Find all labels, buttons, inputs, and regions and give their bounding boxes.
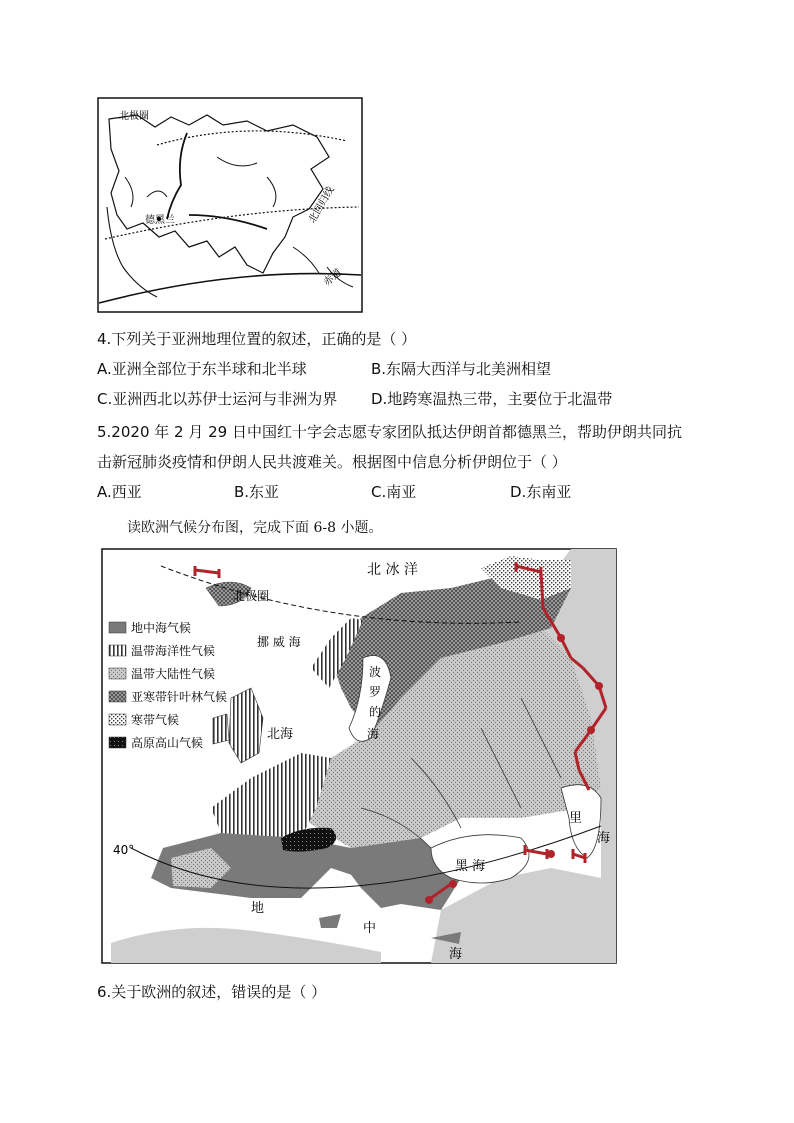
q5-option-b: B.东亚 — [234, 483, 280, 501]
q5-option-c: C.南亚 — [371, 483, 417, 501]
legend-label-alp: 高原高山气候 — [131, 736, 204, 750]
q5-stem-line1: 5.2020 年 2 月 29 日中国红十字会志愿专家团队抵达伊朗首都德黑兰，帮助伊朗共同抗 — [97, 423, 682, 441]
legend-label-med: 地中海气候 — [131, 621, 192, 635]
baltic-label-4: 海 — [367, 727, 380, 741]
intro-text: 读欧洲气候分布图，完成下面 6-8 小题。 — [127, 520, 383, 536]
q5-option-a: A.西亚 — [97, 483, 142, 501]
q4-option-b: B.东隔大西洋与北美洲相望 — [371, 360, 552, 378]
baltic-label-3: 的 — [369, 705, 382, 719]
baltic-label-2: 罗 — [369, 685, 382, 699]
north-pole-label: 北极圈 — [119, 111, 149, 122]
baltic-label-1: 波 — [369, 665, 382, 679]
europe-climate-map — [101, 548, 617, 964]
legend-label-sub: 亚寒带针叶林气候 — [131, 690, 228, 704]
med-label-3: 海 — [449, 947, 463, 962]
arctic-ocean-label: 北 冰 洋 — [367, 562, 418, 578]
caspian-label-1: 里 — [569, 811, 583, 826]
tropic-label: 北回归线 — [307, 185, 337, 226]
legend-label-cont: 温带大陆性气候 — [131, 667, 216, 681]
q4-stem: 4.下列关于亚洲地理位置的叙述，正确的是（ ） — [97, 330, 417, 348]
q4-option-a: A.亚洲全部位于东半球和北半球 — [97, 360, 307, 378]
lat40-label: 40° — [113, 843, 135, 857]
black-sea-label: 黑 海 — [455, 859, 486, 874]
q5-option-d: D.东南亚 — [510, 483, 572, 501]
legend-label-ocean: 温带海洋性气候 — [131, 644, 216, 658]
med-label-2: 中 — [363, 921, 377, 936]
legend-label-polar: 寒带气候 — [131, 713, 180, 727]
asia-map — [97, 97, 363, 313]
norwegian-sea-label: 挪 威 海 — [257, 635, 301, 649]
equator-label: 赤道 — [321, 267, 345, 289]
med-label-1: 地 — [251, 901, 265, 916]
arctic-circle-label: 北极圈 — [233, 589, 270, 603]
q6-stem: 6.关于欧洲的叙述，错误的是（ ） — [97, 983, 327, 1001]
q4-option-d: D.地跨寒温热三带，主要位于北温带 — [371, 390, 613, 408]
caspian-label-2: 海 — [597, 831, 611, 846]
q4-option-c: C.亚洲西北以苏伊士运河与非洲为界 — [97, 390, 338, 408]
q5-stem-line2: 击新冠肺炎疫情和伊朗人民共渡难关。根据图中信息分析伊朗位于（ ） — [97, 453, 567, 471]
north-sea-label: 北海 — [267, 727, 294, 742]
tehran-label: 德黑兰 — [145, 215, 175, 226]
